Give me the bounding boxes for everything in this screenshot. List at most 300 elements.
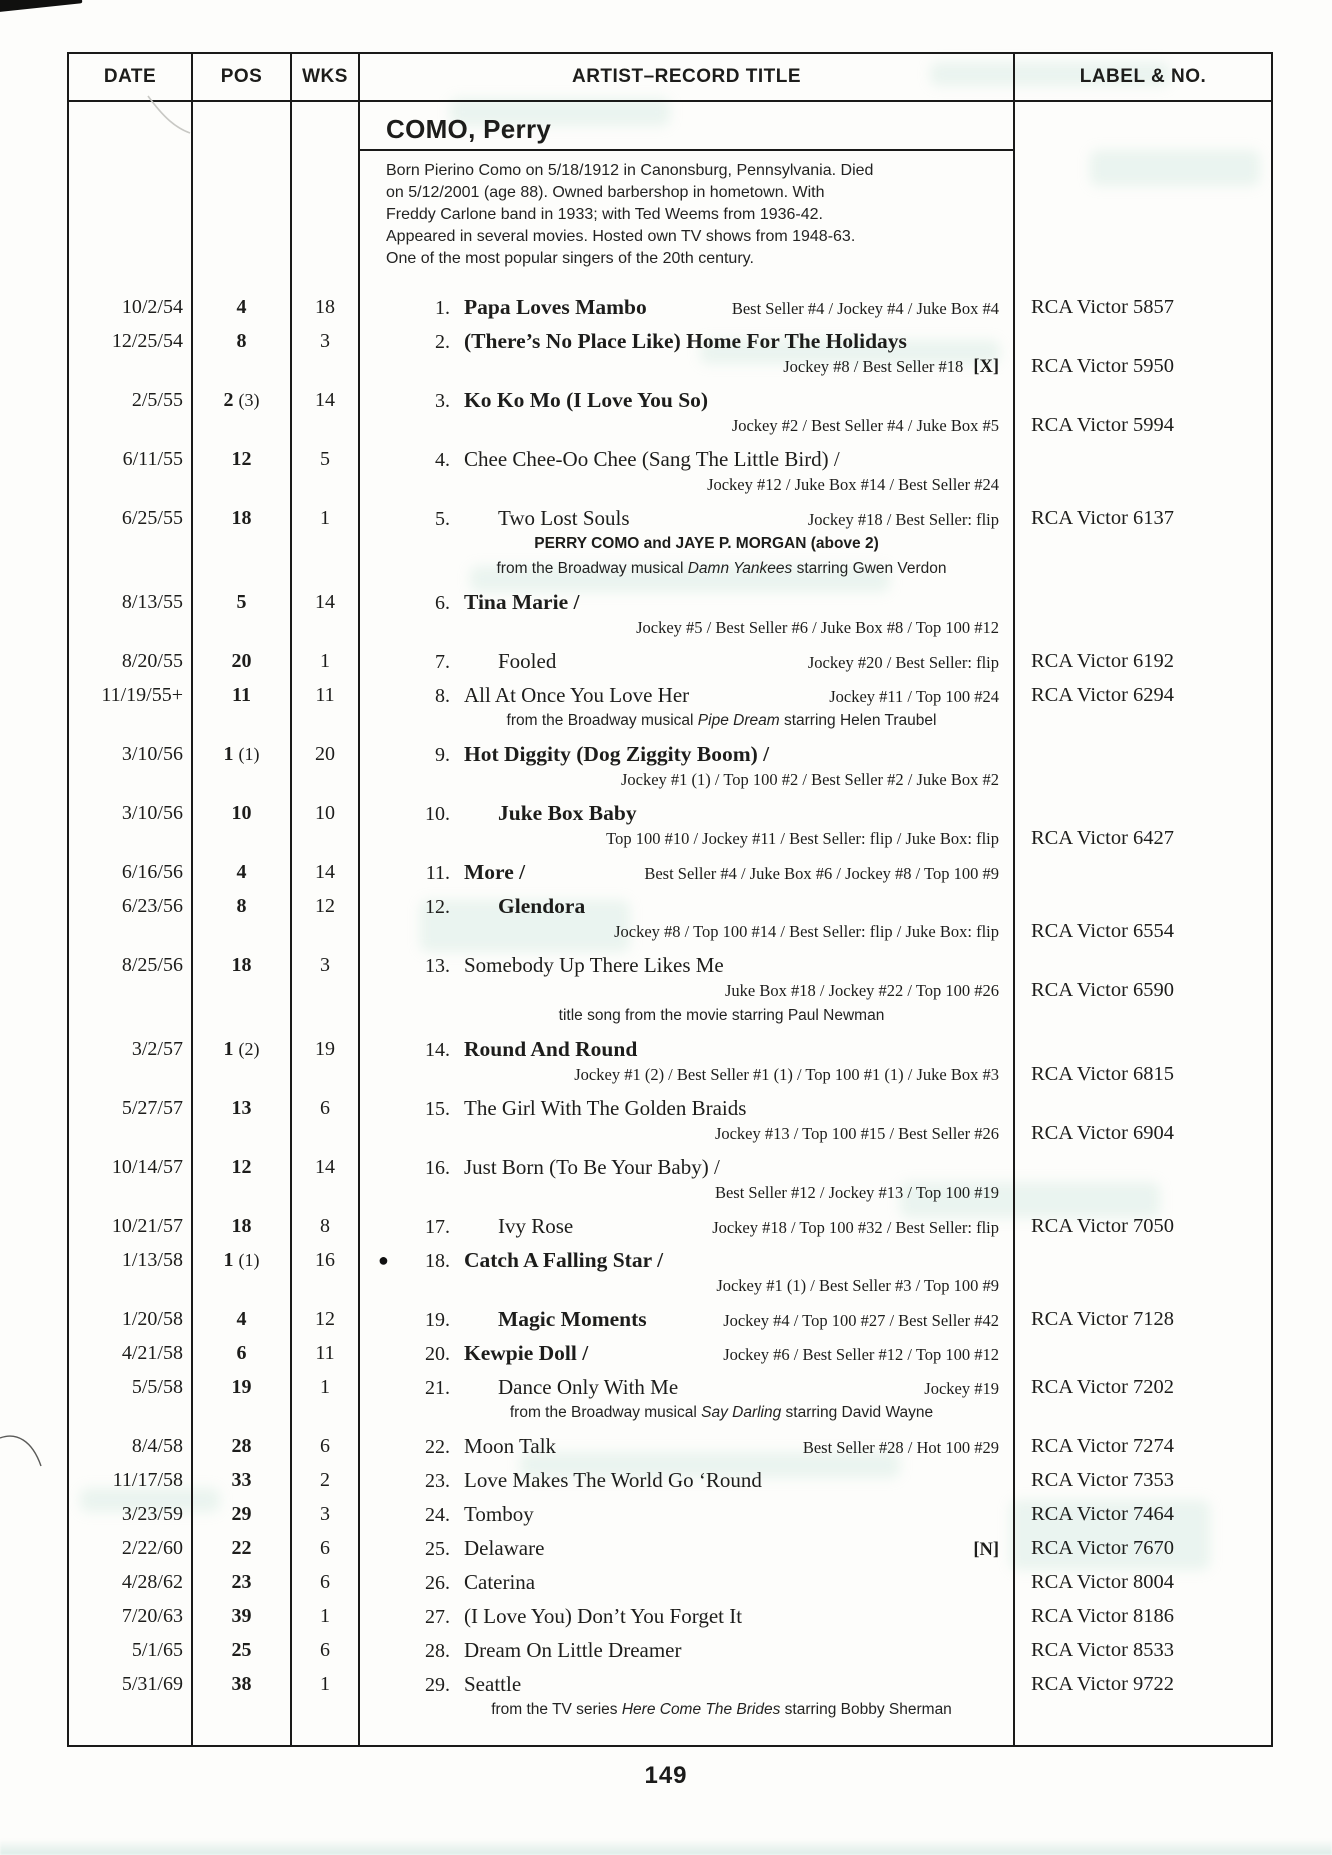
peak-position-number: 22 [231, 1537, 252, 1559]
record-title: (There’s No Place Like) Home For The Holidays [464, 329, 907, 353]
empty-cell [360, 1731, 1015, 1745]
entry-peak-position [193, 1468, 292, 1502]
entry-date: 2/22/60 [69, 1536, 193, 1570]
table-row [69, 1307, 1271, 1341]
record-title: All At Once You Love Her [464, 683, 690, 707]
table-row [69, 1638, 1271, 1672]
chart-stats: Jockey #18 / Top 100 #32 / Best Seller: flip [712, 1218, 999, 1237]
entry-label-cell [1015, 1570, 1271, 1604]
weeks-at-peak: (2) [238, 1039, 260, 1059]
entry-number: 4. [435, 449, 450, 471]
entry-title-block [360, 801, 1015, 860]
entry-label-cell [1015, 590, 1271, 649]
entry-title-block [360, 1037, 1015, 1096]
record-title: Kewpie Doll / [464, 1341, 589, 1365]
entry-weeks-charted: 12 [292, 894, 360, 953]
label-and-number: RCA Victor 7274 [1031, 1435, 1175, 1457]
entry-number: 8. [435, 685, 450, 707]
peak-position-number: 25 [231, 1639, 252, 1661]
note-work-title: Pipe Dream [697, 712, 780, 729]
entry-label-cell [1015, 447, 1271, 506]
title-line [360, 953, 1013, 978]
table-row [69, 1037, 1271, 1096]
chart-stats: Best Seller #12 / Jockey #13 / Top 100 #19 [714, 1183, 999, 1202]
chart-stats: Jockey #13 / Top 100 #15 / Best Seller #26 [714, 1124, 999, 1143]
title-line [360, 590, 1013, 615]
label-and-number: RCA Victor 8533 [1031, 1639, 1175, 1661]
entry-title-block [360, 506, 1015, 590]
entry-weeks-charted: 1 [292, 506, 360, 590]
record-title: Magic Moments [498, 1307, 647, 1331]
entry-date: 2/5/55 [69, 388, 193, 447]
scan-artifact-corner-mark [0, 0, 82, 13]
entry-label-cell [1015, 860, 1271, 894]
entry-peak-position [193, 1375, 292, 1434]
entry-date: 7/20/63 [69, 1604, 193, 1638]
entry-date: 12/25/54 [69, 329, 193, 388]
title-line [360, 1375, 1013, 1400]
entry-weeks-charted: 6 [292, 1638, 360, 1672]
peak-position-number: 39 [231, 1605, 252, 1627]
entry-peak-position [193, 1214, 292, 1248]
title-line [360, 1638, 1013, 1663]
entry-title-block [360, 649, 1015, 683]
chart-stats: Jockey #8 / Top 100 #14 / Best Seller: flip / Juke Box: flip [614, 922, 999, 941]
table-row [69, 953, 1271, 1037]
note-work-title: Say Darling [701, 1404, 782, 1421]
entry-label-cell [1015, 295, 1271, 329]
title-line [360, 1604, 1013, 1629]
entry-label-cell [1015, 1672, 1271, 1731]
table-header-row [69, 54, 1271, 102]
table-body [69, 102, 1271, 1745]
note-text: starring Gwen Verdon [792, 560, 947, 577]
artist-header-cell [360, 102, 1015, 295]
note-work-title: Damn Yankees [687, 560, 793, 577]
entry-number: 21. [425, 1377, 450, 1399]
title-line [360, 860, 1013, 885]
entry-number: 19. [425, 1309, 450, 1331]
table-filler-row [69, 1731, 1271, 1745]
entry-number: 26. [425, 1572, 450, 1594]
chart-stats: Jockey #1 (1) / Best Seller #3 / Top 100 #9 [716, 1276, 999, 1295]
entry-title-block [360, 590, 1015, 649]
chart-stats: Juke Box #18 / Jockey #22 / Top 100 #26 [725, 981, 999, 1000]
chart-stats: Jockey #1 (2) / Best Seller #1 (1) / Top 100 #1 (1) / Juke Box #3 [574, 1065, 999, 1084]
entry-weeks-charted: 1 [292, 649, 360, 683]
entry-title-block [360, 447, 1015, 506]
label-and-number: RCA Victor 7050 [1031, 1215, 1175, 1237]
entry-weeks-charted: 16 [292, 1248, 360, 1307]
entry-label-cell [1015, 329, 1271, 388]
entry-peak-position [193, 1155, 292, 1214]
entry-title-block [360, 329, 1015, 388]
entry-date: 6/11/55 [69, 447, 193, 506]
peak-position-number: 13 [231, 1097, 252, 1119]
entry-date: 10/21/57 [69, 1214, 193, 1248]
entry-number: 20. [425, 1343, 450, 1365]
chart-stats-line [360, 978, 1013, 1003]
entry-weeks-charted: 2 [292, 1468, 360, 1502]
entry-date: 3/23/59 [69, 1502, 193, 1536]
peak-position-number: 29 [231, 1503, 252, 1525]
empty-cell [69, 102, 193, 295]
page-number: 149 [644, 1762, 688, 1789]
entry-peak-position [193, 1570, 292, 1604]
entry-weeks-charted: 1 [292, 1604, 360, 1638]
entry-date: 11/19/55+ [69, 683, 193, 742]
title-line [360, 683, 1013, 708]
table-row [69, 1248, 1271, 1307]
note-text: title song from the movie starring Paul Newman [558, 1007, 885, 1024]
title-line [360, 447, 1013, 472]
entry-title-block [360, 1214, 1015, 1248]
record-title: Tomboy [464, 1502, 534, 1526]
entry-date: 8/4/58 [69, 1434, 193, 1468]
title-line [360, 295, 1013, 320]
table-row [69, 1341, 1271, 1375]
entry-peak-position [193, 1536, 292, 1570]
label-and-number: RCA Victor 6137 [1031, 507, 1175, 529]
entry-peak-position [193, 683, 292, 742]
title-line [360, 1096, 1013, 1121]
title-line [360, 388, 1013, 413]
entry-title-block [360, 1096, 1015, 1155]
note-text: from the TV series [491, 1701, 622, 1718]
peak-position-number: 6 [236, 1342, 247, 1364]
title-line [360, 1468, 1013, 1493]
entry-date: 8/13/55 [69, 590, 193, 649]
scan-edge-tint [0, 1839, 1332, 1855]
entry-peak-position [193, 742, 292, 801]
entry-date: 6/16/56 [69, 860, 193, 894]
entry-label-cell [1015, 742, 1271, 801]
entry-date: 5/31/69 [69, 1672, 193, 1731]
entry-peak-position [193, 506, 292, 590]
entry-date: 5/27/57 [69, 1096, 193, 1155]
title-line [360, 1502, 1013, 1527]
chart-stats-line [360, 413, 1013, 438]
entry-peak-position [193, 590, 292, 649]
chart-stats: Jockey #5 / Best Seller #6 / Juke Box #8 / Top 100 #12 [636, 618, 999, 637]
entry-weeks-charted: 18 [292, 295, 360, 329]
table-row [69, 1375, 1271, 1434]
chart-stats: Top 100 #10 / Jockey #11 / Best Seller: flip / Juke Box: flip [606, 829, 999, 848]
entry-title-block [360, 894, 1015, 953]
table-row [69, 295, 1271, 329]
note-text: from the Broadway musical [509, 1404, 702, 1421]
entry-peak-position [193, 1307, 292, 1341]
peak-position-number: 11 [232, 684, 251, 706]
entry-number: 7. [435, 651, 450, 673]
title-line [360, 329, 1013, 354]
empty-cell [292, 1731, 360, 1745]
entry-label-cell [1015, 1155, 1271, 1214]
label-and-number: RCA Victor 6192 [1031, 650, 1175, 672]
title-line [360, 1570, 1013, 1595]
chart-stats: Jockey #2 / Best Seller #4 / Juke Box #5 [731, 416, 999, 435]
weeks-at-peak: (3) [238, 390, 260, 410]
header-label-no: LABEL & NO. [1079, 66, 1207, 87]
record-title: Somebody Up There Likes Me [464, 953, 724, 977]
chart-stats-line [360, 767, 1013, 792]
table-row [69, 590, 1271, 649]
title-line [360, 1037, 1013, 1062]
entry-label-cell [1015, 1096, 1271, 1155]
entry-number: 22. [425, 1436, 450, 1458]
entry-title-block [360, 1638, 1015, 1672]
entry-title-block [360, 683, 1015, 742]
table-row [69, 1434, 1271, 1468]
artist-name-box [360, 102, 1013, 151]
entry-title-block [360, 1375, 1015, 1434]
table-row [69, 1672, 1271, 1731]
table-row [69, 649, 1271, 683]
record-title: Chee Chee-Oo Chee (Sang The Little Bird) / [464, 447, 840, 471]
entry-label-cell [1015, 1248, 1271, 1307]
peak-position-number: 12 [231, 1156, 252, 1178]
entry-weeks-charted: 5 [292, 447, 360, 506]
label-and-number: RCA Victor 6554 [1031, 920, 1175, 942]
title-line [360, 506, 1013, 531]
record-title: Ivy Rose [498, 1214, 574, 1238]
table-row [69, 894, 1271, 953]
label-and-number: RCA Victor 8186 [1031, 1605, 1175, 1627]
entry-date: 10/2/54 [69, 295, 193, 329]
entry-label-cell [1015, 1434, 1271, 1468]
entry-date: 1/20/58 [69, 1307, 193, 1341]
entry-weeks-charted: 14 [292, 860, 360, 894]
label-and-number: RCA Victor 6904 [1031, 1122, 1175, 1144]
title-line [360, 801, 1013, 826]
entry-label-cell [1015, 506, 1271, 590]
entry-weeks-charted: 1 [292, 1375, 360, 1434]
peak-position-number: 12 [231, 448, 252, 470]
entry-peak-position [193, 894, 292, 953]
header-pos: POS [193, 54, 292, 100]
label-and-number: RCA Victor 7202 [1031, 1376, 1175, 1398]
chart-stats-line [360, 1121, 1013, 1146]
entry-number: 12. [425, 896, 450, 918]
entry-date: 3/10/56 [69, 801, 193, 860]
entry-date: 8/25/56 [69, 953, 193, 1037]
table-row [69, 1570, 1271, 1604]
entry-number: 9. [435, 744, 450, 766]
chart-stats: Jockey #6 / Best Seller #12 / Top 100 #12 [723, 1345, 999, 1364]
record-title: Dance Only With Me [498, 1375, 679, 1399]
entry-peak-position [193, 1434, 292, 1468]
chart-stats: Best Seller #4 / Juke Box #6 / Jockey #8 / Top 100 #9 [644, 864, 999, 883]
title-line [360, 1672, 1013, 1697]
chart-stats: Jockey #11 / Top 100 #24 [829, 687, 999, 706]
entry-weeks-charted: 11 [292, 683, 360, 742]
title-line [360, 1536, 1013, 1561]
entry-weeks-charted: 1 [292, 1672, 360, 1731]
label-and-number: RCA Victor 6427 [1031, 827, 1175, 849]
artist-bio: Born Pierino Como on 5/18/1912 in Canonsburg, Pennsylvania. Died on 5/12/2001 (age 88). Owned barbershop in hometown. With Freddy Carlone band in 1933; with Ted Weems from 1936-42. Appeared in several movies. Hosted own TV shows from 1948-63. One of the most popular singers of the 20th century. [386, 162, 874, 267]
entry-number: 10. [425, 803, 450, 825]
entry-label-cell [1015, 1214, 1271, 1248]
entry-title-block [360, 1307, 1015, 1341]
entry-title-block [360, 1536, 1015, 1570]
label-and-number: RCA Victor 8004 [1031, 1571, 1175, 1593]
label-and-number: RCA Victor 5857 [1031, 296, 1175, 318]
peak-position-number: 8 [236, 330, 247, 352]
peak-position-number: 19 [231, 1376, 252, 1398]
title-line [360, 1155, 1013, 1180]
entry-label-cell [1015, 1536, 1271, 1570]
entry-weeks-charted: 6 [292, 1096, 360, 1155]
entry-title-block [360, 1155, 1015, 1214]
empty-cell [193, 102, 292, 295]
entry-date: 4/28/62 [69, 1570, 193, 1604]
entry-label-cell [1015, 683, 1271, 742]
note-text: starring Bobby Sherman [780, 1701, 952, 1718]
entry-label-cell [1015, 388, 1271, 447]
entry-label-cell [1015, 801, 1271, 860]
record-title: Caterina [464, 1570, 536, 1594]
entry-weeks-charted: 3 [292, 1502, 360, 1536]
note-work-title: Here Come The Brides [621, 1701, 781, 1718]
record-title: Round And Round [464, 1037, 638, 1061]
table-row [69, 1155, 1271, 1214]
peak-position-number: 1 [223, 1038, 234, 1060]
entry-peak-position [193, 1341, 292, 1375]
entry-weeks-charted: 20 [292, 742, 360, 801]
entry-label-cell [1015, 649, 1271, 683]
table-row [69, 1536, 1271, 1570]
entry-number: 14. [425, 1039, 450, 1061]
entry-date: 5/1/65 [69, 1638, 193, 1672]
entry-number: 28. [425, 1640, 450, 1662]
entry-date: 3/2/57 [69, 1037, 193, 1096]
entry-title-block [360, 1468, 1015, 1502]
entry-number: 6. [435, 592, 450, 614]
title-line [360, 1214, 1013, 1239]
title-line [360, 1307, 1013, 1332]
entry-number: 17. [425, 1216, 450, 1238]
empty-cell [292, 102, 360, 295]
entry-peak-position [193, 953, 292, 1037]
chart-stats: Jockey #19 [924, 1379, 999, 1398]
entry-peak-position [193, 1604, 292, 1638]
title-line [360, 1248, 1013, 1273]
song-note [430, 1400, 1013, 1425]
entry-date: 8/20/55 [69, 649, 193, 683]
entry-title-block [360, 860, 1015, 894]
record-title: Love Makes The World Go ‘Round [464, 1468, 762, 1492]
peak-position-number: 2 [223, 389, 234, 411]
label-and-number: RCA Victor 6815 [1031, 1063, 1175, 1085]
chart-stats: Best Seller #28 / Hot 100 #29 [802, 1438, 999, 1457]
label-and-number: RCA Victor 7353 [1031, 1469, 1175, 1491]
record-title: Papa Loves Mambo [464, 295, 647, 319]
weeks-at-peak: (1) [238, 744, 260, 764]
table-row [69, 683, 1271, 742]
entry-label-cell [1015, 1341, 1271, 1375]
entry-label-cell [1015, 1468, 1271, 1502]
table-row [69, 388, 1271, 447]
title-line [360, 1341, 1013, 1366]
peak-position-number: 1 [223, 1249, 234, 1271]
artist-credit: PERRY COMO and JAYE P. MORGAN (above 2) [534, 535, 879, 552]
peak-position-number: 8 [236, 895, 247, 917]
chart-stats-line [360, 1062, 1013, 1087]
empty-cell [1015, 102, 1271, 295]
entry-title-block [360, 388, 1015, 447]
entry-title-block [360, 1672, 1015, 1731]
empty-cell [193, 1731, 292, 1745]
entry-weeks-charted: 6 [292, 1536, 360, 1570]
peak-position-number: 5 [236, 591, 247, 613]
entry-title-block [360, 1341, 1015, 1375]
title-line [360, 742, 1013, 767]
chart-stats: Jockey #4 / Top 100 #27 / Best Seller #42 [723, 1311, 999, 1330]
song-note [430, 1697, 1013, 1722]
entry-label-cell [1015, 894, 1271, 953]
peak-position-number: 33 [231, 1469, 252, 1491]
entry-number: 15. [425, 1098, 450, 1120]
record-title: Juke Box Baby [498, 801, 637, 825]
peak-position-number: 4 [236, 296, 247, 318]
record-title: Ko Ko Mo (I Love You So) [464, 388, 709, 412]
record-title: Delaware [464, 1536, 545, 1560]
record-title: The Girl With The Golden Braids [464, 1096, 747, 1120]
record-title: Dream On Little Dreamer [464, 1638, 682, 1662]
entry-number: 25. [425, 1538, 450, 1560]
note-text: starring Helen Traubel [779, 712, 937, 729]
entry-date: 11/17/58 [69, 1468, 193, 1502]
entry-date: 5/5/58 [69, 1375, 193, 1434]
peak-position-number: 23 [231, 1571, 252, 1593]
entry-weeks-charted: 14 [292, 388, 360, 447]
table-row [69, 860, 1271, 894]
record-title: Hot Diggity (Dog Ziggity Boom) / [464, 742, 770, 766]
entry-number: 1. [435, 297, 450, 319]
availability-tag: [N] [973, 1540, 999, 1560]
entry-number: 18. [425, 1250, 450, 1272]
record-title: More / [464, 860, 526, 884]
entry-title-block [360, 1248, 1015, 1307]
table-row [69, 1502, 1271, 1536]
chart-stats: Jockey #1 (1) / Top 100 #2 / Best Seller #2 / Juke Box #2 [620, 770, 999, 789]
record-title: Just Born (To Be Your Baby) / [464, 1155, 720, 1179]
artist-section [69, 102, 1271, 295]
note-text: starring David Wayne [781, 1404, 934, 1421]
peak-position-number: 4 [236, 1308, 247, 1330]
header-artist-record-title: ARTIST–RECORD TITLE [360, 54, 1015, 100]
peak-position-number: 20 [231, 650, 252, 672]
table-row [69, 1468, 1271, 1502]
entry-weeks-charted: 3 [292, 953, 360, 1037]
entry-date: 6/23/56 [69, 894, 193, 953]
header-wks: WKS [292, 54, 360, 100]
chart-stats: Best Seller #4 / Jockey #4 / Juke Box #4 [731, 299, 999, 318]
empty-cell [1015, 1731, 1271, 1745]
entry-title-block [360, 1570, 1015, 1604]
entry-weeks-charted: 3 [292, 329, 360, 388]
table-row [69, 1214, 1271, 1248]
title-line [360, 894, 1013, 919]
entry-date: 6/25/55 [69, 506, 193, 590]
label-and-number: RCA Victor 6294 [1031, 684, 1175, 706]
entry-number: 24. [425, 1504, 450, 1526]
chart-stats: Jockey #8 / Best Seller #18 [783, 357, 964, 376]
entry-peak-position [193, 1037, 292, 1096]
artist-name: COMO, Perry [386, 114, 552, 144]
entry-peak-position [193, 801, 292, 860]
title-line [360, 649, 1013, 674]
